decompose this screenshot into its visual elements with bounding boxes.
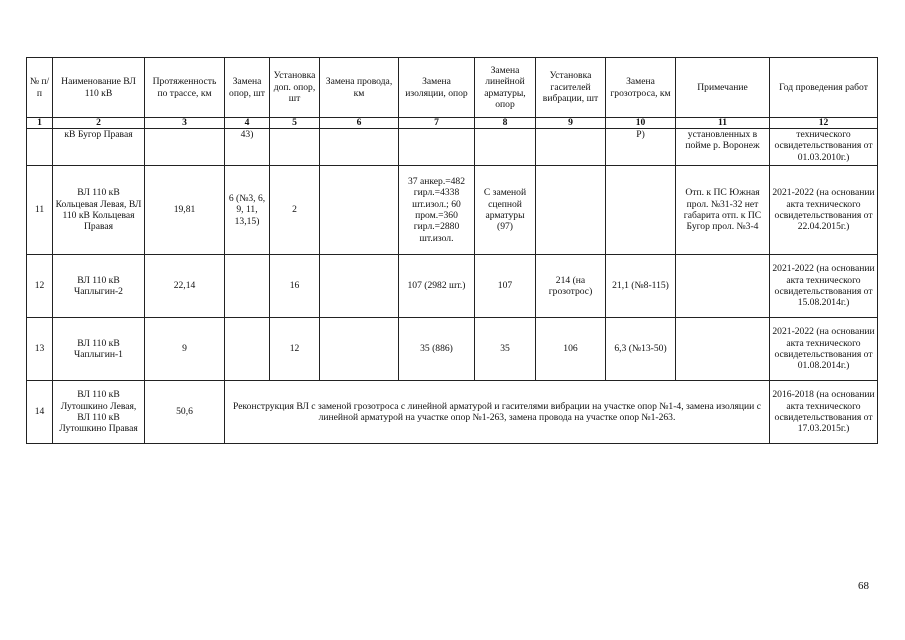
- table-cell: ВЛ 110 кВ Лутошкино Левая, ВЛ 110 кВ Лутошкино Правая: [53, 381, 145, 444]
- works-table: [26, 57, 878, 444]
- table-cell: 13: [27, 318, 53, 381]
- column-number: 11: [676, 118, 770, 129]
- table-cell: 37 анкер.=482 гирл.=4338 шт.изол.; 60 пром.=360 гирл.=2880 шт.изол.: [399, 166, 475, 255]
- table-cell: 12: [27, 255, 53, 318]
- table-cell: 2: [270, 166, 320, 255]
- table-cell: 11: [27, 166, 53, 255]
- table-row: [27, 166, 878, 255]
- table-cell: [270, 129, 320, 166]
- column-number: 6: [320, 118, 399, 129]
- table-cell: [676, 255, 770, 318]
- table-cell: кВ Бугор Правая: [53, 129, 145, 166]
- column-number: 8: [475, 118, 536, 129]
- column-number: 7: [399, 118, 475, 129]
- header-cell: Замена провода, км: [320, 58, 399, 118]
- header-cell: Замена грозотроса, км: [606, 58, 676, 118]
- table-cell: 16: [270, 255, 320, 318]
- header-cell: Установка доп. опор, шт: [270, 58, 320, 118]
- column-number: 1: [27, 118, 53, 129]
- table-cell: 9: [145, 318, 225, 381]
- header-cell: Протяженность по трассе, км: [145, 58, 225, 118]
- table-cell: 14: [27, 381, 53, 444]
- table-cell: 107: [475, 255, 536, 318]
- table-row: [27, 318, 878, 381]
- table-cell: [27, 129, 53, 166]
- table-cell: Р): [606, 129, 676, 166]
- table-cell: 106: [536, 318, 606, 381]
- table-cell: [225, 318, 270, 381]
- table-cell: ВЛ 110 кВ Чаплыгин-1: [53, 318, 145, 381]
- table-row: [27, 129, 878, 166]
- header-cell: Установка гасителей вибрации, шт: [536, 58, 606, 118]
- table-cell: [320, 318, 399, 381]
- table-cell: [475, 129, 536, 166]
- table-cell: 107 (2982 шт.): [399, 255, 475, 318]
- table-row: [27, 381, 878, 444]
- merged-cell: Реконструкция ВЛ с заменой грозотроса с линейной арматурой и гасителями вибрации на участке опор №1-4, замена изоляции с линейной арматурой на участке опор №1-263, замена провода на участке опор №1-263.: [225, 381, 770, 444]
- table-cell: 2021-2022 (на основании акта технического освидетельствования от 22.04.2015г.): [770, 166, 878, 255]
- table-cell: 2021-2022 (на основании акта технического освидетельствования от 15.08.2014г.): [770, 255, 878, 318]
- page-number: 68: [858, 580, 869, 592]
- header-cell: Замена изоляции, опор: [399, 58, 475, 118]
- column-number: 3: [145, 118, 225, 129]
- header-cell: Замена линейной арматуры, опор: [475, 58, 536, 118]
- table-cell: [145, 129, 225, 166]
- table-cell: Отп. к ПС Южная прол. №31-32 нет габарита отп. к ПС Бугор прол. №3-4: [676, 166, 770, 255]
- table-cell: установленных в пойме р. Воронеж: [676, 129, 770, 166]
- column-number: 10: [606, 118, 676, 129]
- table-cell: технического освидетельствования от 01.03.2010г.): [770, 129, 878, 166]
- table-cell: [320, 166, 399, 255]
- column-number: 5: [270, 118, 320, 129]
- table-cell: 12: [270, 318, 320, 381]
- table-cell: 35: [475, 318, 536, 381]
- table-cell: 43): [225, 129, 270, 166]
- table-cell: 6,3 (№13-50): [606, 318, 676, 381]
- table-cell: 2016-2018 (на основании акта технического освидетельствования от 17.03.2015г.): [770, 381, 878, 444]
- table-cell: [536, 129, 606, 166]
- table-row: [27, 255, 878, 318]
- header-row: [27, 58, 878, 118]
- table-cell: 35 (886): [399, 318, 475, 381]
- column-number: 4: [225, 118, 270, 129]
- header-cell: Год проведения работ: [770, 58, 878, 118]
- table-cell: 22,14: [145, 255, 225, 318]
- table-cell: 6 (№3, 6, 9, 11, 13,15): [225, 166, 270, 255]
- table-cell: [225, 255, 270, 318]
- column-number: 2: [53, 118, 145, 129]
- header-cell: Замена опор, шт: [225, 58, 270, 118]
- column-number: 9: [536, 118, 606, 129]
- table-cell: 214 (на грозотрос): [536, 255, 606, 318]
- table-cell: ВЛ 110 кВ Чаплыгин-2: [53, 255, 145, 318]
- table-cell: 19,81: [145, 166, 225, 255]
- table-cell: 21,1 (№8-115): [606, 255, 676, 318]
- table-cell: [536, 166, 606, 255]
- table-cell: С заменой сцепной арматуры (97): [475, 166, 536, 255]
- table-cell: [676, 318, 770, 381]
- table-cell: [320, 255, 399, 318]
- column-number-row: [27, 118, 878, 129]
- table-cell: 2021-2022 (на основании акта технического освидетельствования от 01.08.2014г.): [770, 318, 878, 381]
- table-cell: [606, 166, 676, 255]
- table-cell: [399, 129, 475, 166]
- header-cell: Примечание: [676, 58, 770, 118]
- table-cell: ВЛ 110 кВ Кольцевая Левая, ВЛ 110 кВ Кольцевая Правая: [53, 166, 145, 255]
- table-cell: [320, 129, 399, 166]
- column-number: 12: [770, 118, 878, 129]
- header-cell: Наименование ВЛ 110 кВ: [53, 58, 145, 118]
- table-cell: 50,6: [145, 381, 225, 444]
- header-cell: № п/п: [27, 58, 53, 118]
